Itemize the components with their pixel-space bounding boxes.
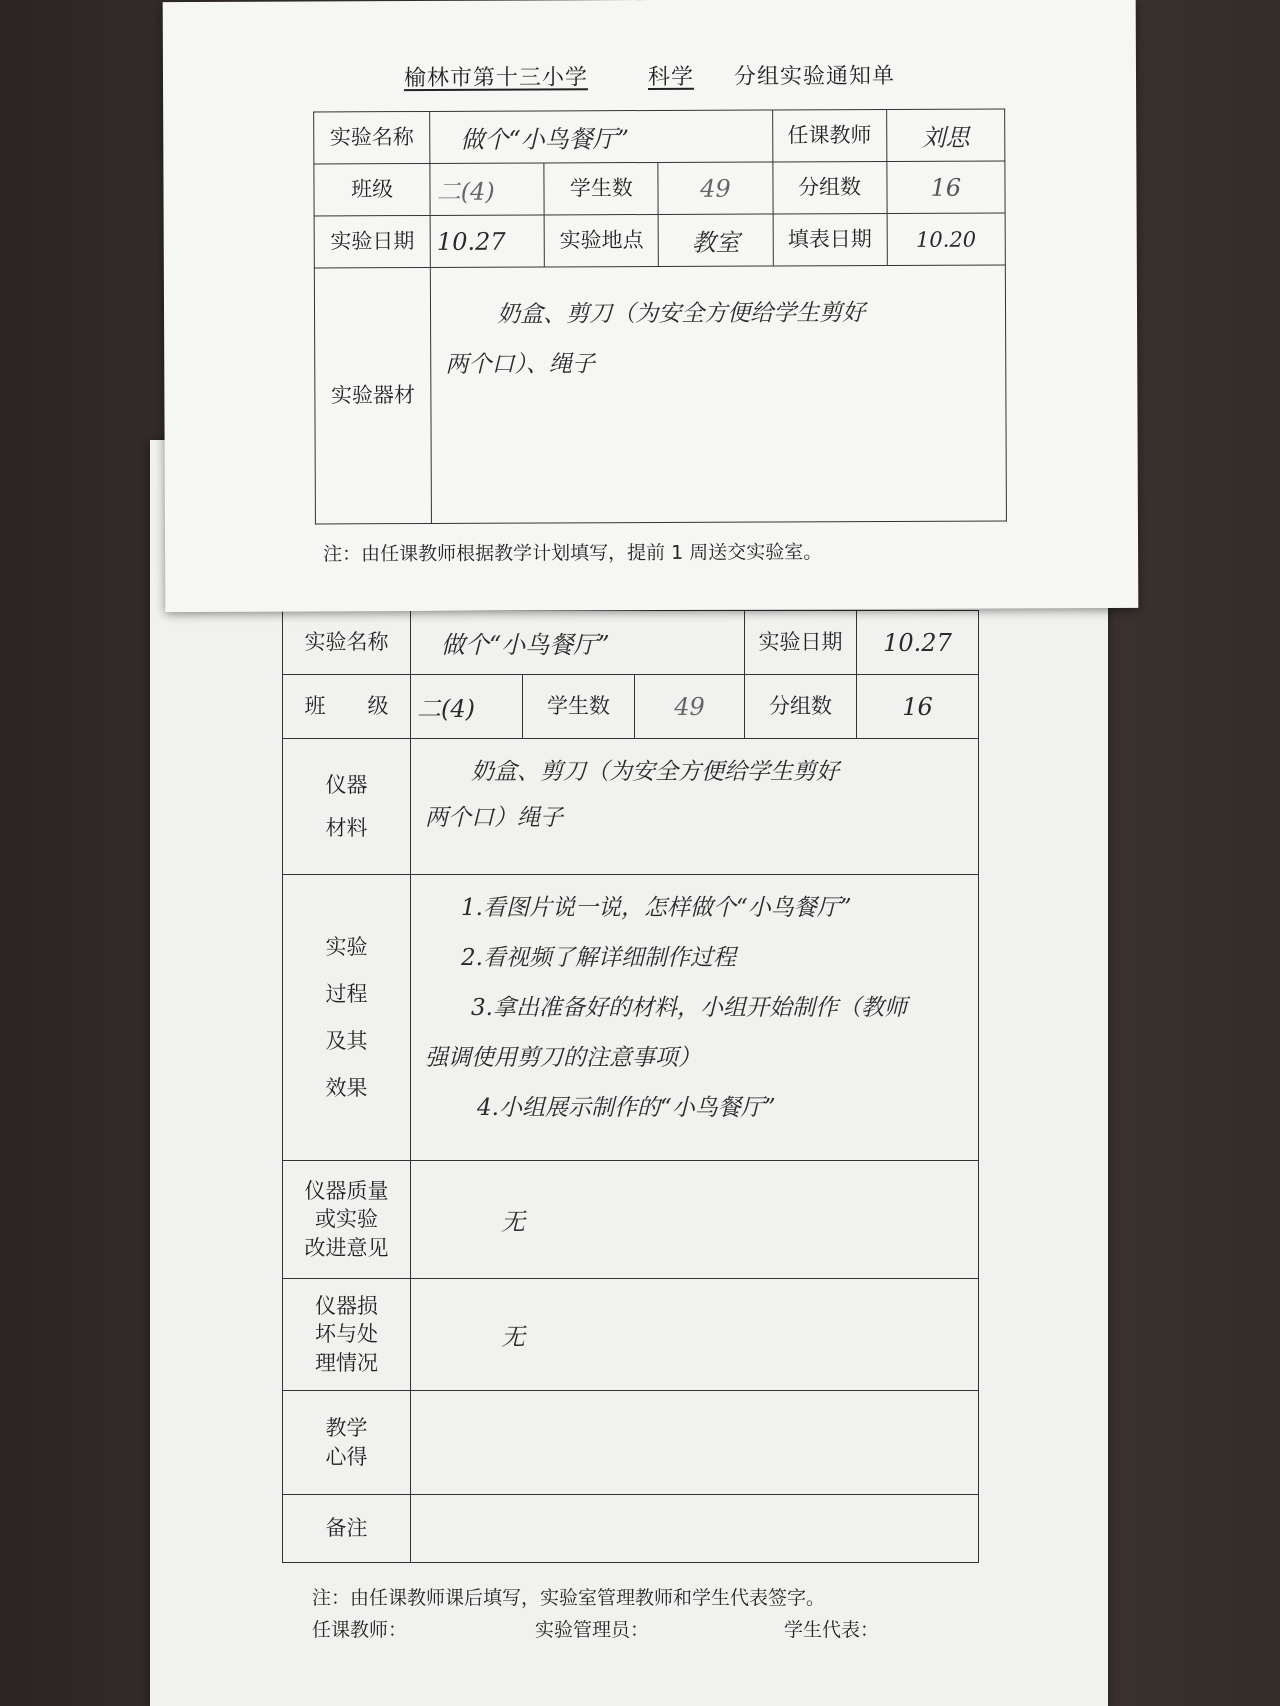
sig-student-rep: 学生代表： xyxy=(784,1619,880,1641)
notice-sheet xyxy=(163,0,1139,612)
process-line-3: 3.拿出准备好的材料，小组开始制作（教师 xyxy=(471,995,907,1021)
notice-teacher-value: 刘思 xyxy=(886,109,1004,162)
record-quality-label-1: 仪器质量 xyxy=(304,1178,389,1203)
record-damage-label-2: 坏与处 xyxy=(315,1322,378,1347)
notice-doc-title: 分组实验通知单 xyxy=(733,63,896,90)
notice-subject: 科学 xyxy=(647,64,695,91)
notice-materials-label: 实验器材 xyxy=(314,267,431,524)
notice-students-label: 学生数 xyxy=(544,162,658,214)
record-process-label-2: 过程 xyxy=(325,981,368,1006)
record-quality-label xyxy=(283,1161,411,1279)
record-remarks-value xyxy=(411,1495,979,1563)
process-line-5: 4.小组展示制作的“小鸟餐厅” xyxy=(477,1095,776,1121)
notice-class-label: 班级 xyxy=(314,163,430,216)
record-reflection-label xyxy=(283,1391,411,1495)
notice-materials-line-2: 两个口）、绳子 xyxy=(445,351,595,378)
record-exp-name-label: 实验名称 xyxy=(283,611,411,675)
record-process-label-3: 及其 xyxy=(325,1028,368,1053)
record-materials-label-2: 材料 xyxy=(325,815,368,840)
record-materials-value xyxy=(411,739,979,875)
notice-fill-date-label: 填表日期 xyxy=(773,213,887,265)
notice-groups-value: 16 xyxy=(887,161,1005,214)
notice-exp-date-label: 实验日期 xyxy=(314,215,430,268)
record-damage-label xyxy=(283,1279,411,1391)
notice-class-value: 二(4) xyxy=(430,163,544,215)
record-quality-value: 无 xyxy=(411,1161,979,1279)
notice-exp-date-value: 10.27 xyxy=(430,215,544,267)
notice-fill-date-value: 10.20 xyxy=(887,213,1005,266)
record-process-label-1: 实验 xyxy=(325,934,368,959)
notice-students-value: 49 xyxy=(658,162,772,214)
record-sheet xyxy=(150,440,1108,1706)
record-class-value: 二(4) xyxy=(411,675,523,739)
record-reflection-label-2: 心得 xyxy=(325,1444,368,1469)
notice-groups-label: 分组数 xyxy=(772,161,886,213)
record-process-label xyxy=(283,875,411,1161)
record-groups-value: 16 xyxy=(857,675,979,739)
record-reflection-label-1: 教学 xyxy=(325,1416,368,1441)
record-note: 注：由任课教师课后填写，实验室管理教师和学生代表签字。 xyxy=(312,1587,826,1609)
sig-teacher: 任课教师： xyxy=(312,1619,408,1641)
record-quality-label-3: 改进意见 xyxy=(304,1235,389,1260)
record-materials-line-1: 奶盒、剪刀（为安全方便给学生剪好 xyxy=(471,759,839,785)
notice-location-label: 实验地点 xyxy=(544,214,658,266)
record-process-label-4: 效果 xyxy=(325,1075,368,1100)
record-exp-date-label: 实验日期 xyxy=(745,611,857,675)
notice-table xyxy=(313,108,1007,524)
notice-school: 榆林市第十三小学 xyxy=(403,65,589,92)
record-damage-label-1: 仪器损 xyxy=(315,1293,378,1318)
record-damage-label-3: 理情况 xyxy=(315,1350,378,1375)
process-line-4: 强调使用剪刀的注意事项） xyxy=(425,1045,701,1071)
record-groups-label: 分组数 xyxy=(745,675,857,739)
notice-title xyxy=(163,58,1136,93)
record-materials-label-1: 仪器 xyxy=(325,773,368,798)
record-exp-name-value: 做个“小鸟餐厅” xyxy=(411,611,745,675)
record-reflection-value xyxy=(411,1391,979,1495)
record-materials-line-2: 两个口）绳子 xyxy=(425,805,563,831)
record-students-label: 学生数 xyxy=(523,675,635,739)
sig-admin: 实验管理员： xyxy=(535,1619,650,1641)
notice-location-value: 教室 xyxy=(659,214,773,266)
notice-note: 注：由任课教师根据教学计划填写，提前 1 周送交实验室。 xyxy=(323,541,823,566)
record-class-label: 班 级 xyxy=(283,675,411,739)
record-damage-value: 无 xyxy=(411,1279,979,1391)
record-table xyxy=(282,610,979,1563)
record-remarks-label: 备注 xyxy=(283,1495,411,1563)
record-process-value xyxy=(411,875,979,1161)
record-materials-label xyxy=(283,739,411,875)
record-quality-label-2: 或实验 xyxy=(315,1207,378,1232)
record-students-value: 49 xyxy=(635,675,745,739)
notice-materials-line-1: 奶盒、剪刀（为安全方便给学生剪好 xyxy=(497,300,866,328)
process-line-2: 2.看视频了解详细制作过程 xyxy=(461,945,736,971)
notice-exp-name-value: 做个“小鸟餐厅” xyxy=(430,110,773,163)
notice-teacher-label: 任课教师 xyxy=(772,109,886,161)
notice-materials-value xyxy=(431,265,1007,524)
notice-exp-name-label: 实验名称 xyxy=(314,111,430,164)
record-exp-date-value: 10.27 xyxy=(857,611,979,675)
process-line-1: 1.看图片说一说，怎样做个“小鸟餐厅” xyxy=(461,895,852,921)
